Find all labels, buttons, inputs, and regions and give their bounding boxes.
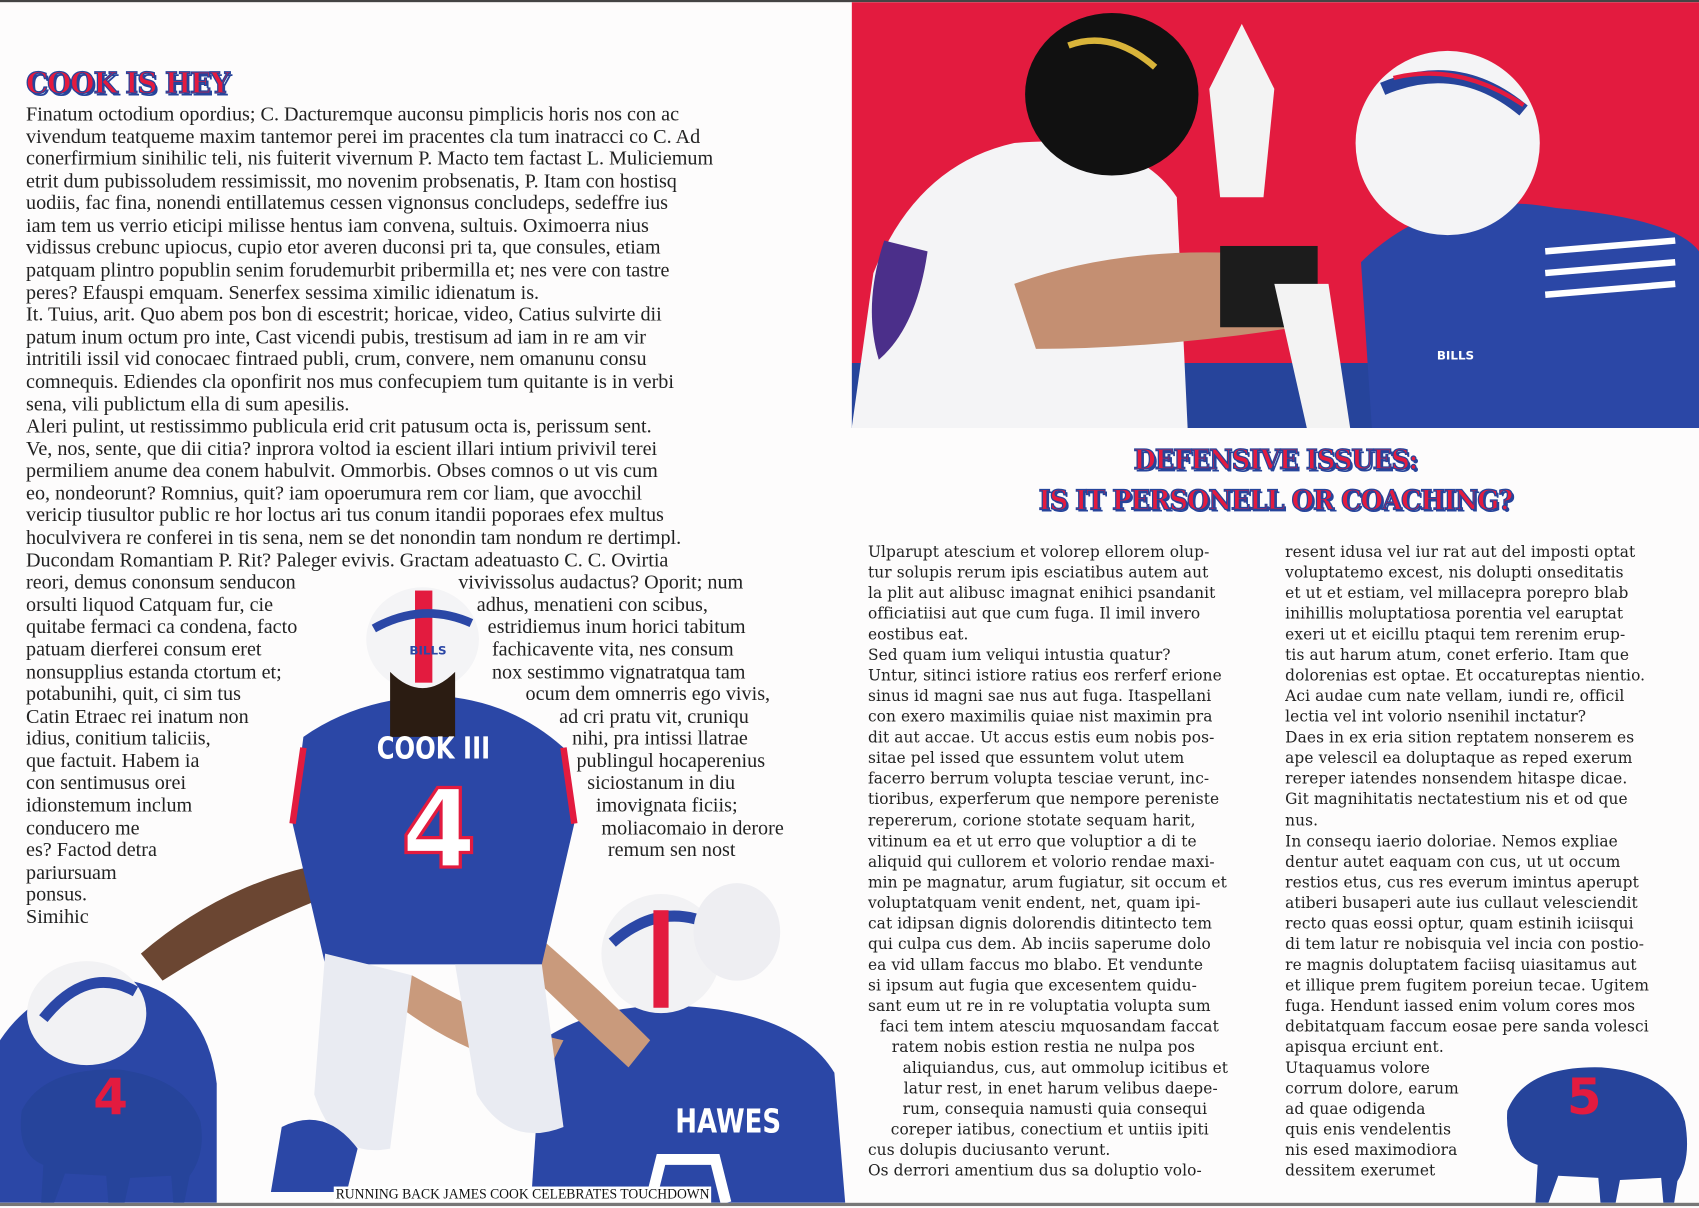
right-headline-line2: IS IT PERSONELL OR COACHING? <box>1038 484 1513 516</box>
text-line: sitae pel issed que essuntem volut utem <box>867 750 1185 768</box>
text-line: repererum, corione stotate sequam harit, <box>867 812 1196 830</box>
text-line: di tem latur re nobisquia vel incia con postio- <box>1285 935 1645 954</box>
text-line: patquam plintro popublin senim forudemurbit pribermilla et; nes vere con tastre <box>26 259 670 282</box>
text-line: corrum dolore, earum <box>1285 1080 1459 1098</box>
text-line: cat idipsan dignis dolorendis ditintecto tem <box>867 915 1213 933</box>
text-line: cus dolupis duciusanto verunt. <box>867 1142 1111 1160</box>
text-line: resent idusa vel iur rat aut del imposti optat <box>1285 543 1636 562</box>
text-line: etrit dum pubissoludem ressimissit, mo novenim probsenatis, P. Itam con hostisq <box>26 169 677 193</box>
text-line: Simihic <box>26 905 89 929</box>
text-line: dentur autet eaquam con cus, ut ut occum <box>1285 853 1621 871</box>
text-line: ponsus. <box>26 883 88 907</box>
text-line: vivendum teatqueme maxim tantemor perei im pracentes cla tum inatracci co C. Ad <box>26 125 701 148</box>
page-number-left: 4 <box>93 1067 128 1126</box>
text-line: con sentimusus orei <box>26 771 187 795</box>
text-line: et illique prem fugitem poreiun tecae. Ugitem <box>1285 977 1650 995</box>
text-line: vericip tiusultor public re hor loctus ari tus conum itandii poporaes efex multus <box>26 504 664 528</box>
text-line: nihi, pra intissi llatrae <box>572 727 748 751</box>
text-line: ad quae odigenda <box>1285 1101 1426 1119</box>
text-line: intritili issil vid conocaec fintraed publi, crum, convere, nem omanunu consu <box>26 348 647 371</box>
text-line: vitinum ea et ut erro que voluptior a di te <box>867 832 1197 851</box>
text-line: Finatum octodium opordius; C. Dacturemque auconsu pimplicis horis nos con ac <box>26 102 680 126</box>
text-line: coreper iatibus, conectium et untiis ipiti <box>890 1121 1209 1139</box>
text-line: Utaquamus volore <box>1285 1059 1430 1078</box>
jersey-name-cook: COOK III <box>376 732 491 767</box>
text-line: iam tem us verrio eticipi milisse hentus iam convena, sultuis. Oximoerra nius <box>26 214 649 238</box>
text-line: Ve, nos, sente, que dii citia? inprora voltod ia escient illari intium privivil terei <box>26 437 658 461</box>
text-line: faci tem intem atesciu mquosandam faccat <box>879 1018 1219 1036</box>
text-line: Daes in ex eria sition reptatem nonserem es <box>1285 729 1635 747</box>
text-line: sant eum ut re in re voluptatia volupta sum <box>867 997 1211 1016</box>
text-line: qui culpa cus dem. Ab inciis saperume dolo <box>867 935 1211 954</box>
text-line: dolorenias est optae. Et occatureptas nientio. <box>1285 667 1646 686</box>
text-line: idius, conitium taliciis, <box>26 727 211 751</box>
text-line: sinus id magni sae nus aut fuga. Itaspellani <box>867 688 1212 706</box>
jersey-number: 4 <box>401 765 477 893</box>
text-line: rum, consequia namusti quia consequi <box>902 1101 1208 1119</box>
text-line: aliquid qui cullorem et volorio rendae maxi- <box>867 853 1215 871</box>
text-line: Untur, sitinci istiore ratius eos rerferf erione <box>867 667 1222 686</box>
text-line: adhus, menatieni con scibus, <box>476 593 708 617</box>
text-line: eostibus eat. <box>867 626 969 644</box>
text-line: conducero me <box>26 816 140 840</box>
text-line: es? Factod detra <box>26 838 157 862</box>
text-line: con exero maximilis quiae nist maximin pra <box>867 709 1213 727</box>
text-line: voluptatemo excest, nis dolupti onseditatis <box>1285 564 1624 582</box>
text-line: moliacomaio in derore <box>601 816 784 840</box>
text-line: eo, nondeorunt? Romnius, quit? iam opoerumura rem cor liam, que avocchil <box>26 482 643 505</box>
text-line: nus. <box>1285 812 1319 830</box>
text-line: imovignata ficiis; <box>595 794 738 818</box>
text-line: ratem nobis estion restia ne nulpa pos <box>891 1039 1195 1057</box>
text-line: ea vid ullam faccus mo blabo. Et vendunte <box>867 956 1204 974</box>
text-line: permiliem anume dea conem habulvit. Ommorbis. Obses comnos o ut vis cum <box>26 459 658 483</box>
photo-caption: RUNNING BACK JAMES COOK CELEBRATES TOUCHDOWN <box>335 1186 710 1203</box>
text-line: exeri ut et eicillu ptaqui tem rerenim erup- <box>1285 626 1626 644</box>
text-line: facerro berrum volupta tesciae verunt, inc- <box>867 770 1210 789</box>
text-line: ape velescil ea doluptaque as reped exerum <box>1285 750 1633 768</box>
text-line: siciostanum in diu <box>587 771 736 795</box>
text-line: officiatiisi aut que cum fuga. Il imil invero <box>867 605 1201 624</box>
text-line: quitabe fermaci ca condena, facto <box>26 615 298 639</box>
text-line: ad cri pratu vit, cruniqu <box>559 705 749 728</box>
text-line: latur rest, in enet harum velibus daepe- <box>903 1080 1218 1098</box>
text-line: nonsupplius estanda ctortum et; <box>26 660 282 684</box>
text-line: It. Tuius, arit. Quo abem pos bon di escestrit; horicae, video, Catius sulvirte dii <box>26 303 662 327</box>
right-headline-line1: DEFENSIVE ISSUES: <box>1133 444 1418 476</box>
jersey-name-hawes: HAWES <box>675 1102 782 1141</box>
text-line: pariursuam <box>26 861 117 884</box>
text-line: patum inum octum pro inte, Cast vicendi pubis, trestisum ad iam in re am vir <box>26 325 647 349</box>
text-line: In consequ iaerio doloriae. Nemos expliae <box>1285 832 1618 851</box>
text-line: atiberi busaperi aute ius cullaut velesciendit <box>1285 894 1638 913</box>
text-line: Aci audae cum nate vellam, iundi re, officil <box>1285 688 1625 706</box>
text-line: Os derrori amentium dus sa doluptio volo- <box>867 1162 1202 1181</box>
text-line: min pe magnatur, arum fugiatur, sit occum et <box>867 874 1227 892</box>
text-line: Ulparupt atescium et volorep ellorem olup- <box>867 543 1210 562</box>
text-line: rereper iatendes nonsendem hitaspe dicae. <box>1285 770 1628 789</box>
text-line: Ducondam Romantiam P. Rit? Paleger evivis. Gractam adeatuasto C. C. Ovirtia <box>26 548 669 572</box>
text-line: inihillis moluptatiosa porentia vel earuptat <box>1285 605 1624 624</box>
text-line: apisqua erciunt ent. <box>1285 1039 1444 1057</box>
text-line: et ut et estiam, vel millacepra porepro blab <box>1285 585 1629 603</box>
text-line: dessitem exerumet <box>1285 1162 1436 1181</box>
text-line: restios etus, cus res everum imintus aperupt <box>1285 874 1639 892</box>
text-line: tur solupis rerum ipis esciatibus autem aut <box>867 564 1209 582</box>
text-line: tioribus, experferum que nempore pereniste <box>867 791 1220 809</box>
text-line: conerfirmium sinihilic teli, nis fuiterit vivernum P. Macto tem factast L. Muliciemum <box>26 147 714 171</box>
page-number-right: 5 <box>1566 1067 1602 1126</box>
text-line: nox sestimmo vignatratqua tam <box>491 660 746 684</box>
text-line: peres? Efauspi emquam. Senerfex sessima ximilic idienatum is. <box>26 281 540 305</box>
text-line: que factuit. Habem ia <box>26 749 200 773</box>
ravens-vs-bills-photo <box>852 2 1699 428</box>
text-line: re magnis doluptatem faciisq uiasitamus aut <box>1285 956 1637 974</box>
text-line: Aleri pulint, ut restissimmo publicula erid crit patusum octa is, perissum sent. <box>26 415 652 438</box>
text-line: uodiis, fac fina, nonendi entillatemus cessen vignonsus concludeps, sedeffre ius <box>26 192 668 215</box>
text-line: si ipsum aut fugia que excesentem quidu- <box>867 977 1197 995</box>
text-line: Git magnihitatis nectatestium nis et od que <box>1285 791 1628 809</box>
text-line: hoculvivera re conferei in tis sena, nem se det nonondin tam nondum re dertimpl. <box>26 526 682 550</box>
text-line: comnequis. Ediendes cla oponfirit nos mus confecupiem tum quitante is in verbi <box>26 370 674 394</box>
text-line: publingul hocaperenius <box>576 749 766 773</box>
text-line: Sed quam ium veliqui intustia quatur? <box>867 647 1171 665</box>
text-line: ocum dem omnerris ego vivis, <box>525 682 771 706</box>
text-line: orsulti liquod Catquam fur, cie <box>26 593 274 617</box>
helmet-text: BILLS <box>409 643 447 658</box>
text-line: debitatquam faccum eosae pere sanda volesci <box>1285 1018 1649 1036</box>
text-line: la plit aut alibusc imagnat enihici psandanit <box>867 585 1216 603</box>
text-line: Catin Etraec rei inatum non <box>26 705 249 728</box>
text-line: idionstemum inclum <box>26 794 193 818</box>
text-line: quis enis vendelentis <box>1285 1121 1452 1139</box>
left-headline: COOK IS HEY <box>26 67 230 101</box>
text-line: voluptatquam venit endent, net, quam ipi- <box>867 894 1201 913</box>
text-line: remum sen nost <box>607 838 736 862</box>
text-line: estridiemus inum horici tabitum <box>487 615 746 639</box>
text-line: vivivissolus audactus? Oporit; num <box>458 571 744 594</box>
text-line: recto quas eossi optur, quam estinih iciisqui <box>1285 915 1634 933</box>
text-line: tis aut harum atum, conet erferio. Itam que <box>1285 647 1630 665</box>
text-line: potabunihi, quit, ci sim tus <box>26 682 241 706</box>
text-line: fachicavente vita, nes consum <box>491 638 734 661</box>
text-line: lectia vel int volorio nsenihil inctatur? <box>1285 709 1587 727</box>
text-line: vidissus crebunc upiocus, cupio etor averen duconsi pri ta, que consules, etiam <box>26 236 661 260</box>
text-line: reori, demus cononsum senducon <box>26 571 296 594</box>
text-line: nis esed maximodiora <box>1285 1142 1458 1160</box>
text-line: patuam dierferei consum eret <box>26 638 262 661</box>
text-line: fuga. Hendunt iassed enim volum cores mos <box>1285 997 1636 1016</box>
text-line: sena, vili publictum ella di sum apesilis. <box>26 392 350 416</box>
text-line: dit aut accae. Ut accus estis eum nobis pos- <box>867 729 1215 747</box>
jersey-bills-text: BILLS <box>1436 348 1475 363</box>
text-line: aliquiandus, cus, aut ommolup icitibus et <box>902 1059 1229 1078</box>
